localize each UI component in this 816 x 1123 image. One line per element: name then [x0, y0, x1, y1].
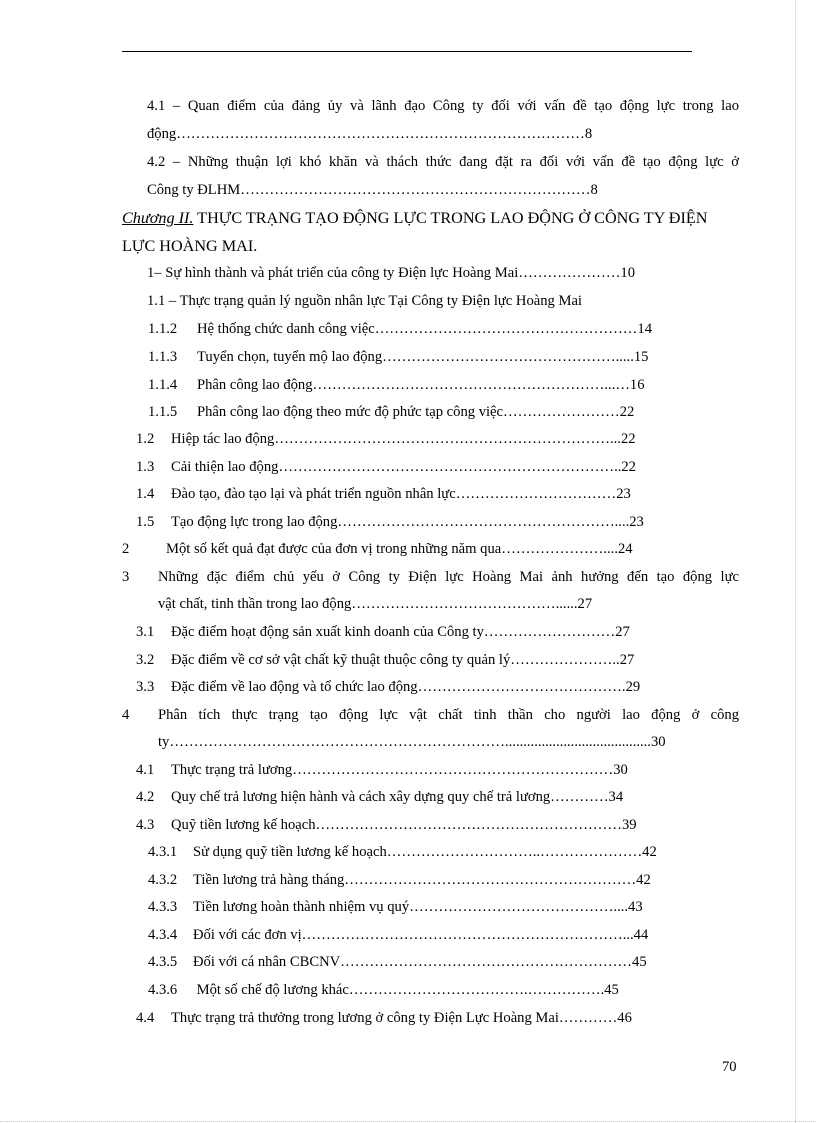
toc-number: 1.1.3: [148, 349, 178, 365]
toc-entry-1-1-2: [148, 320, 652, 338]
header-rule: [122, 51, 692, 52]
toc-number: 4.1: [136, 762, 155, 778]
toc-entry-4-line2: ty……………………………………………………………........................................30: [158, 734, 666, 750]
toc-entry-4-2: [136, 788, 623, 806]
toc-entry-4-4: [136, 1009, 632, 1027]
toc-number: 1.1.5: [148, 404, 178, 420]
toc-entry-4-3: [136, 816, 637, 834]
chapter-title-line1: THỰC TRẠNG TẠO ĐỘNG LỰC TRONG LAO ĐỘNG Ở CÔNG TY ĐIỆN: [193, 209, 708, 227]
toc-entry-4-3-2: [148, 871, 651, 889]
toc-entry-4-number: 4: [122, 707, 130, 723]
toc-number: 4.3.5: [148, 954, 178, 970]
toc-entry-4-3-4: [148, 926, 648, 944]
toc-number: 1.1.2: [148, 321, 178, 337]
toc-text: Hệ thống chức danh công việc………………………………………………14: [197, 321, 652, 337]
toc-text: Đặc điểm về lao động và tổ chức lao động…………………………………….29: [171, 679, 641, 695]
chapter-heading: [122, 208, 707, 228]
toc-text: Hiệp tác lao động……………………………………………………………...22: [171, 431, 636, 447]
toc-text: Đặc điểm về cơ sở vật chất kỹ thuật thuộc công ty quản lý…………………..27: [171, 652, 635, 668]
toc-entry-1-2: [136, 430, 636, 448]
toc-entry-4-2-line1: 4.2 – Những thuận lợi khó khăn và thách thức đang đặt ra đối với vấn đề tạo động lực ở: [147, 154, 739, 170]
toc-entry-4-1-line1: 4.1 – Quan điểm của đảng ủy và lãnh đạo Công ty đối với vấn đề tạo động lực trong lao: [147, 98, 739, 114]
toc-entry-4-1-line2: động…………………………………………………………………………8: [147, 126, 593, 142]
toc-text: Cải thiện lao động……………………………………………………………..22: [171, 459, 636, 475]
toc-number: 4.2: [136, 789, 155, 805]
toc-number: 4.4: [136, 1010, 155, 1026]
page-edge-right: [795, 0, 796, 1123]
toc-entry-3-number: 3: [122, 569, 130, 585]
toc-entry-3-line2: vật chất, tinh thần trong lao động……………………………………......27: [158, 596, 593, 612]
toc-number: 3.3: [136, 679, 155, 695]
toc-text: Sử dụng quỹ tiền lương kế hoạch…………………………..…………………42: [193, 844, 657, 860]
toc-number: 4.3: [136, 817, 155, 833]
toc-entry-1-5: [136, 513, 644, 531]
toc-entry-3-line1: Những đặc điểm chủ yếu ở Công ty Điện lực Hoàng Mai ảnh hưởng đến tạo động lực: [158, 569, 739, 585]
toc-entry-1-1-4: [148, 376, 645, 394]
toc-text: Quỹ tiền lương kế hoạch………………………………………………………39: [171, 817, 637, 833]
toc-entry-1-1-3: [148, 348, 648, 366]
toc-number: 1.5: [136, 514, 155, 530]
toc-number: 1.4: [136, 486, 155, 502]
toc-entry-1-1: 1.1 – Thực trạng quản lý nguồn nhân lực Tại Công ty Điện lực Hoàng Mai: [147, 293, 582, 309]
toc-text: Tuyển chọn, tuyển mộ lao động………………………………………….....15: [197, 349, 649, 365]
toc-entry-4-3-1: [148, 843, 657, 861]
toc-text: Phân công lao động……………………………………………………...…16: [197, 377, 645, 393]
toc-number: 3.2: [136, 652, 155, 668]
toc-number: 4.3.6: [148, 982, 178, 998]
toc-text: Phân công lao động theo mức độ phức tạp công việc……………………22: [197, 404, 635, 420]
toc-entry-3-2: [136, 651, 634, 669]
toc-entry-3-3: [136, 678, 640, 696]
toc-number: 4.3.4: [148, 927, 178, 943]
toc-entry-4-3-5: [148, 953, 647, 971]
toc-text: Tiền lương hoàn thành nhiệm vụ quý……………………………………....43: [193, 899, 643, 915]
toc-number: 4.3.3: [148, 899, 178, 915]
toc-text: Đối với cá nhân CBCNV……………………………………………………45: [193, 954, 647, 970]
toc-number: 1.3: [136, 459, 155, 475]
toc-entry-4-2-line2: Công ty ĐLHM………………………………………………………………8: [147, 182, 598, 198]
chapter-title-line2: LỰC HOÀNG MAI.: [122, 237, 258, 255]
toc-entry-4-line1: Phân tích thực trạng tạo động lực vật chất tinh thần cho người lao động ở công: [158, 707, 739, 723]
toc-text: Đào tạo, đào tạo lại và phát triển nguồn nhân lực……………………………23: [171, 486, 631, 502]
toc-text: Đặc điểm hoạt động sản xuất kinh doanh của Công ty………………………27: [171, 624, 630, 640]
toc-text: Tiền lương trả hàng tháng……………………………………………………42: [193, 872, 651, 888]
toc-text: Đối với các đơn vị…………………………………………………………...44: [193, 927, 649, 943]
toc-number: 4.3.2: [148, 872, 178, 888]
toc-entry-3-1: [136, 623, 630, 641]
toc-entry-1-4: [136, 485, 631, 503]
toc-number: 2: [122, 541, 130, 557]
toc-number: 1.1.4: [148, 377, 178, 393]
toc-text: Tạo động lực trong lao động…………………………………………………....23: [171, 514, 644, 530]
toc-number: 1.2: [136, 431, 155, 447]
toc-entry-4-3-6: [148, 981, 619, 999]
toc-text: Quy chế trả lương hiện hành và cách xây dựng quy chế trả lương…………34: [171, 789, 624, 805]
chapter-label: Chương II.: [122, 209, 194, 227]
toc-number: 3.1: [136, 624, 155, 640]
toc-number: 4.3.1: [148, 844, 178, 860]
toc-entry-1: 1– Sự hình thành và phát triển của công ty Điện lực Hoàng Mai…………………10: [147, 265, 636, 281]
page-number: 70: [722, 1059, 737, 1075]
toc-entry-1-3: [136, 458, 636, 476]
toc-entry-2: [122, 540, 633, 558]
toc-text: Thực trạng trả thưởng trong lương ở công ty Điện Lực Hoàng Mai…………46: [171, 1010, 632, 1026]
toc-entry-4-3-3: [148, 898, 643, 916]
toc-text: Thực trạng trả lương…………………………………………………………30: [171, 762, 628, 778]
toc-text: Một số chế độ lương khác……………………………….…………….45: [193, 982, 619, 998]
toc-entry-4-1: [136, 761, 628, 779]
page-edge-bottom: [0, 1121, 816, 1122]
toc-entry-1-1-5: [148, 403, 634, 421]
toc-text: Một số kết quả đạt được của đơn vị trong những năm qua…………………....24: [166, 541, 633, 557]
